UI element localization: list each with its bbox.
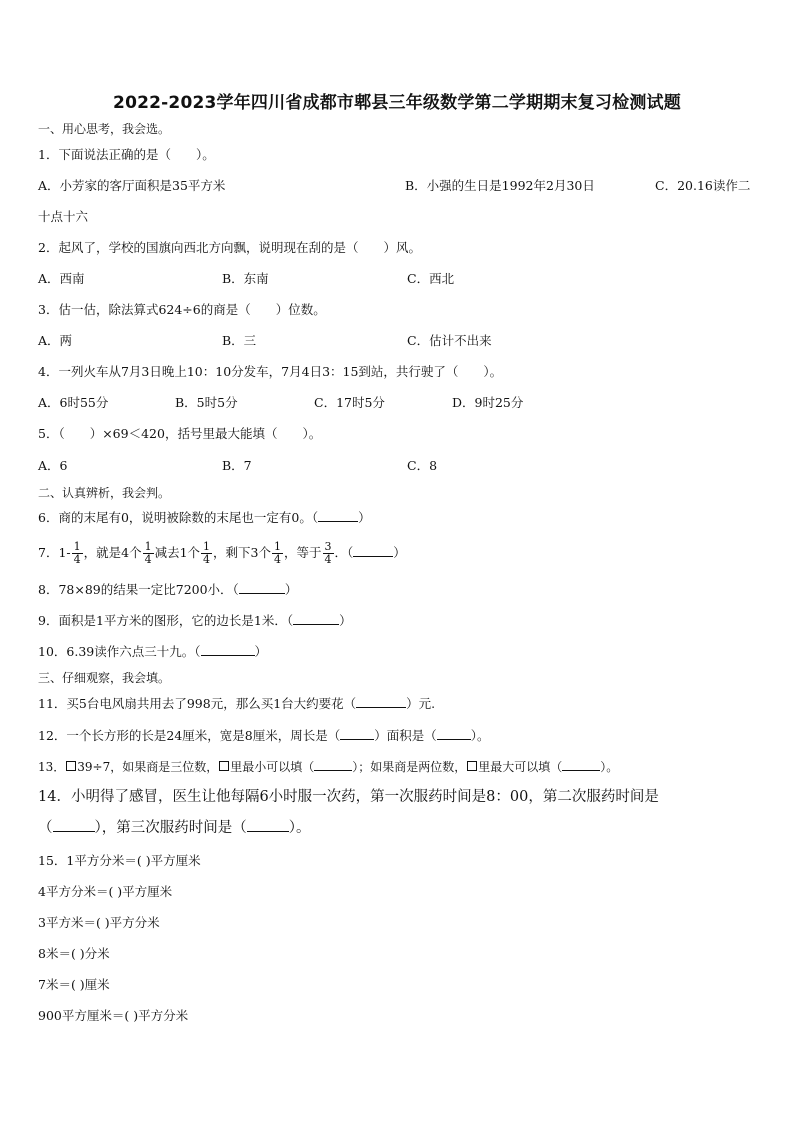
square-box-icon (467, 761, 477, 771)
fraction-numerator: 1 (203, 540, 211, 553)
fraction-one-quarter (143, 541, 154, 566)
answer-blank[interactable] (201, 643, 255, 656)
question-9 (38, 612, 352, 630)
fraction-numerator: 3 (324, 540, 332, 553)
q2-option-b: B．东南 (222, 271, 269, 286)
close-paren: ） (254, 644, 268, 659)
q4-option-b: B．5时5分 (175, 395, 238, 410)
question-8-text: 8．78×89的结果一定比7200小．（ (38, 582, 239, 597)
close-paren: ） (284, 582, 298, 597)
fraction-numerator: 1 (274, 540, 281, 553)
question-15-line-1: 15．1平方分米＝( )平方厘米 (38, 853, 201, 868)
q7-text-3: 减去1个 (154, 545, 201, 560)
question-6 (38, 509, 371, 527)
q11-text-2: ）元. (406, 696, 436, 711)
square-box-icon (219, 761, 229, 771)
section-2-heading: 二、认真辨析，我会判。 (38, 486, 171, 500)
question-14-line-2 (38, 819, 311, 837)
q13-text-4: ）；如果商是两位数， (352, 760, 467, 774)
q7-text-6: ．（ (334, 545, 354, 560)
q12-text-1: 12．一个长方形的长是24厘米，宽是8厘米，周长是（ (38, 728, 341, 743)
fraction-one-quarter (272, 541, 283, 566)
page-title: 2022-2023学年四川省成都市郫县三年级数学第二学期期末复习检测试题 (113, 93, 681, 113)
question-15-line-5: 7米＝( )厘米 (38, 977, 110, 992)
q14-text-1: （ (38, 820, 53, 836)
q13-text-5: 里最大可以填（ (478, 760, 563, 774)
question-12 (38, 727, 490, 745)
q1-option-b: B．小强的生日是1992年2月30日 (405, 178, 595, 193)
fraction-denominator: 4 (274, 553, 281, 566)
q5-option-b: B．7 (222, 458, 252, 473)
q7-text-5: ，等于 (284, 545, 322, 560)
q2-option-c: C．西北 (407, 271, 455, 286)
close-paren: ） (339, 613, 352, 628)
question-4: 4．一列火车从7月3日晚上10：10分发车，7月4日3：15到站，共行驶了（ ）。 (38, 364, 503, 379)
q13-text-2: 39÷7，如果商是三位数， (77, 760, 219, 774)
q14-text-3: ）。 (288, 820, 311, 836)
answer-blank[interactable] (239, 581, 285, 594)
area-blank[interactable] (437, 727, 471, 740)
question-10 (38, 643, 267, 661)
q4-option-d: D．9时25分 (452, 395, 524, 410)
q1-option-c: C．20.16读作二 (655, 178, 751, 193)
question-15-line-4: 8米＝( )分米 (38, 946, 110, 961)
q7-text-2: ，就是4个 (83, 545, 142, 560)
section-3-heading: 三、仔细观察，我会填。 (38, 671, 171, 685)
fraction-three-quarters (323, 541, 334, 566)
q11-text-1: 11．买5台电风扇共用去了998元，那么买1台大约要花（ (38, 696, 357, 711)
answer-blank[interactable] (356, 695, 406, 708)
question-15-line-2: 4平方分米＝( )平方厘米 (38, 884, 173, 899)
question-5: 5．（ ）×69＜420，括号里最大能填（ ）。 (38, 426, 322, 441)
answer-blank[interactable] (562, 758, 600, 771)
question-7 (38, 538, 406, 568)
question-1: 1．下面说法正确的是（ ）。 (38, 147, 215, 162)
fraction-denominator: 4 (324, 553, 332, 566)
q4-option-c: C．17时5分 (314, 395, 385, 410)
question-9-text: 9．面积是1平方米的图形，它的边长是1米．（ (38, 613, 294, 628)
q12-text-2: ）面积是（ (374, 728, 437, 743)
q7-text-4: ，剩下3个 (213, 545, 271, 560)
question-14-line-1: 14．小明得了感冒，医生让他每隔6小时服一次药，第一次服药时间是8：00，第二次服药时间是 (38, 789, 659, 805)
question-8 (38, 581, 297, 599)
q3-option-c: C．估计不出来 (407, 333, 492, 348)
question-3: 3．估一估，除法算式624÷6的商是（ ）位数。 (38, 302, 326, 317)
third-dose-blank[interactable] (247, 819, 289, 832)
fraction-one-quarter (72, 541, 83, 566)
answer-blank[interactable] (318, 509, 358, 522)
question-15-line-3: 3平方米＝( )平方分米 (38, 915, 160, 930)
fraction-denominator: 4 (144, 553, 152, 566)
question-11 (38, 695, 435, 713)
question-10-text: 10．6.39读作六点三十九。（ (38, 644, 201, 659)
q3-option-a: A．两 (38, 333, 73, 348)
question-6-text: 6．商的末尾有0，说明被除数的末尾也一定有0。（ (38, 510, 319, 525)
q3-option-b: B．三 (222, 333, 257, 348)
close-paren: ） (393, 545, 406, 560)
close-paren: ） (358, 510, 371, 525)
fraction-denominator: 4 (203, 553, 211, 566)
q2-option-a: A．西南 (38, 271, 85, 286)
fraction-one-quarter (201, 541, 212, 566)
question-13 (38, 758, 618, 776)
q1-option-c-continued: 十点十六 (38, 209, 89, 224)
q1-option-a: A．小芳家的客厅面积是35平方米 (38, 178, 226, 193)
square-box-icon (66, 761, 76, 771)
q5-option-a: A．6 (38, 458, 68, 473)
q13-text-6: ）。 (600, 760, 619, 774)
fraction-numerator: 1 (73, 540, 81, 553)
answer-blank[interactable] (293, 612, 339, 625)
perimeter-blank[interactable] (340, 727, 374, 740)
second-dose-blank[interactable] (53, 819, 95, 832)
q13-text-3: 里最小可以填（ (230, 760, 315, 774)
q13-text-1: 13． (38, 760, 66, 774)
question-15-line-6: 900平方厘米＝( )平方分米 (38, 1008, 189, 1023)
q5-option-c: C．8 (407, 458, 438, 473)
answer-blank[interactable] (314, 758, 352, 771)
q7-text-1: 7．1- (38, 545, 71, 560)
section-1-heading: 一、用心思考，我会选。 (38, 122, 171, 136)
answer-blank[interactable] (353, 544, 393, 557)
q4-option-a: A．6时55分 (38, 395, 109, 410)
question-2: 2．起风了，学校的国旗向西北方向飘，说明现在刮的是（ ）风。 (38, 240, 421, 255)
q12-text-3: ）。 (470, 728, 490, 743)
fraction-numerator: 1 (144, 540, 152, 553)
q14-text-2: ），第三次服药时间是（ (94, 820, 247, 836)
fraction-denominator: 4 (73, 553, 81, 566)
